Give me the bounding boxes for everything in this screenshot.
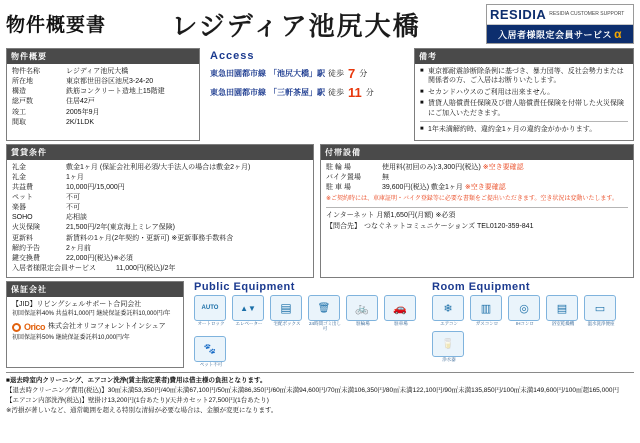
remarks-title: 備考 [415, 49, 633, 64]
elevator-icon [232, 295, 264, 321]
guarantee-title: 保証会社 [7, 282, 183, 297]
equipment-item [470, 295, 504, 327]
lease-key: 楽器 [12, 204, 26, 212]
facility-value: 39,600円(税込) 敷金1ヶ月 [382, 183, 463, 191]
lease-key: 更新料 [12, 234, 33, 242]
lease-row [12, 264, 308, 274]
facility-key: バイク置場 [326, 173, 361, 181]
overview-value: 2K/1LDK [66, 118, 95, 126]
gas-stove-glyph: ▥ [480, 302, 492, 315]
lease-key: SOHO [12, 214, 33, 222]
access-line [210, 85, 406, 100]
lease-body [7, 160, 313, 278]
bicycle-glyph: 🚲 [355, 302, 369, 315]
guarantee-item [12, 300, 178, 319]
orico-logo-text: Orico [24, 322, 46, 332]
lease-key: 共益費 [12, 183, 33, 191]
access-title: Access [210, 50, 255, 62]
overview-key: 竣工 [12, 108, 26, 116]
equipment-caption: エレベーター [235, 321, 263, 327]
list-item: ■ セカンドハウスのご利用は出来ません。 [420, 88, 628, 97]
overview-row [12, 108, 194, 118]
overview-title: 物件概要 [7, 49, 199, 64]
lease-value: 11,000円(税込)/2年 [116, 265, 176, 273]
lease-key: 鍵交換費 [12, 254, 40, 262]
water-purifier-glyph: 🥛 [441, 338, 455, 350]
facility-row [326, 163, 628, 173]
overview-key: 構造 [12, 88, 26, 96]
public-equipment-title: Public Equipment [194, 281, 295, 294]
washlet-glyph: ▭ [594, 302, 606, 315]
lease-key: 入居者様限定会員サービス [12, 265, 96, 273]
access-section [206, 48, 408, 141]
overview-value: 東京都世田谷区池尻3-24-20 [66, 78, 154, 86]
access-line-name: 東急田園都市線 [210, 69, 266, 78]
bath-dryer-icon [546, 295, 578, 321]
guarantee-company-detail: 初回保証料50% 継続保証委託料10,000円/年 [12, 335, 130, 342]
lease-title: 賃貸条件 [7, 145, 313, 160]
access-station-name: 「三軒茶屋」駅 [269, 88, 325, 97]
lease-key: 礼金 [12, 173, 26, 181]
bath-dryer-glyph: ▤ [556, 302, 568, 315]
equipment-item [384, 295, 418, 332]
delivery-box-icon [270, 295, 302, 321]
remarks-list [420, 67, 628, 118]
orico-logo-icon [12, 323, 21, 332]
lease-row-deposit [12, 163, 308, 173]
alpha-icon: α [614, 27, 622, 41]
equipment-item [194, 336, 228, 368]
remarks-body [415, 64, 633, 140]
lease-row [12, 203, 308, 213]
overview-key: 間取 [12, 118, 26, 126]
facility-row [326, 173, 628, 183]
access-line-name: 東急田園都市線 [210, 88, 266, 97]
access-mode: 徒歩 [328, 88, 344, 97]
room-equipment-section [432, 281, 634, 368]
overview-row [12, 97, 194, 107]
bicycle-parking-icon [346, 295, 378, 321]
equipment-item [508, 295, 542, 327]
facility-caution: ※ご契約時には、車庫証明・バイク登録等に必要な書類をご提出いただきます。空き状況は変動いたします。 [326, 196, 618, 203]
gas-stove-icon [470, 295, 502, 321]
lease-row [12, 254, 308, 264]
document-header [6, 4, 634, 48]
overview-value: 住居42戸 [66, 98, 95, 106]
equipment-caption: 浄水器 [442, 357, 456, 363]
auto-lock-glyph: AUTO [201, 305, 219, 312]
overview-row [12, 67, 194, 77]
list-item: ■ 1年未満解約時、違約金1ヶ月の違約金がかかります。 [420, 125, 628, 134]
facility-note: ※空き要確認 [464, 183, 506, 191]
trash-room-icon [308, 295, 340, 321]
facility-value: 無 [382, 173, 389, 181]
facility-body [321, 160, 633, 235]
access-minutes-unit: 分 [359, 69, 368, 78]
car-glyph: 🚗 [393, 302, 407, 315]
equipment-item [232, 295, 266, 332]
elevator-glyph: ▲▼ [240, 303, 256, 313]
facility-panel [320, 144, 634, 279]
lease-value: 21,500円/2年(東京海上ミレア保険) [66, 224, 175, 232]
overview-row [12, 87, 194, 97]
air-conditioner-icon [432, 295, 464, 321]
overview-value: レジディア池尻大橋 [66, 68, 129, 75]
ih-glyph: ◎ [519, 302, 529, 315]
delivery-box-glyph: ▤ [280, 301, 292, 316]
bottom-notes-headline: ■退去時室内クリーニング、エアコン洗浄(賃主指定業者)費用は借主様の負担となります。 [6, 376, 267, 384]
middle-section-row [6, 144, 634, 279]
list-item: ■ 東京都耐震診断除条例に基づき、暴力団等、反社会勢力または関係者の方、ご入居はお断りいたします。 [420, 67, 628, 86]
equipment-caption: 駐輪場 [356, 321, 370, 327]
overview-key: 物件名称 [12, 68, 40, 75]
guarantee-company-name: 【JID】リビングシェルサポート合同会社 [12, 301, 142, 309]
equipment-item [308, 295, 342, 332]
pet-icon [194, 336, 226, 362]
residia-member-service-label: 入居者様限定会員サービス [498, 29, 613, 40]
equipment-item [432, 295, 466, 327]
page-title: 物件概要書 [6, 15, 107, 36]
contact-value: つなぐネットコミュニケーションズ TEL0120-359-841 [364, 222, 534, 230]
overview-value: 鉄筋コンクリート造地上15階建 [66, 88, 165, 96]
facility-key: 駐 車 場 [326, 183, 351, 191]
remarks-footnote-list [420, 125, 628, 134]
equipment-caption: 温水洗浄便座 [587, 321, 615, 327]
lease-value: 2ヶ月前 [66, 244, 91, 252]
lease-key: ペット [12, 194, 33, 202]
equipment-caption: IHコンロ [516, 321, 534, 327]
residia-brand-subtitle: RESIDIA CUSTOMER SUPPORT [549, 11, 625, 18]
lease-value: 22,000円(税込)※必須 [66, 254, 133, 262]
water-purifier-icon [432, 331, 464, 357]
facility-divider [326, 207, 628, 208]
equipment-caption: ガスコンロ [475, 321, 499, 327]
equipment-item [194, 295, 228, 332]
lease-row [12, 223, 308, 233]
equipment-caption: エアコン [440, 321, 458, 327]
washlet-icon [584, 295, 616, 321]
equipment-item [432, 331, 466, 363]
equipment-caption: 24時間ゴミ出し可 [308, 321, 341, 332]
facility-contact-row [326, 222, 628, 232]
lease-row [12, 234, 308, 244]
lease-row [12, 244, 308, 254]
internet-row: インターネット 月額1,650円(月額) ※必須 [326, 211, 456, 219]
facility-note: ※空き要確認 [482, 163, 524, 171]
auto-lock-icon [194, 295, 226, 321]
bottom-notes-line: 【エアコン内部洗浄(税込)】壁掛け13,200円(1台あたり)/天井カセット27,500円(1台あたり) [6, 397, 269, 405]
lease-value: 不可 [66, 194, 80, 202]
lease-value: 敷金1ヶ月 (保証会社利用必須/大手法人の場合は敷金2ヶ月) [66, 163, 251, 171]
public-equipment-section [190, 281, 426, 368]
equipment-caption: 浴室乾燥機 [551, 321, 575, 327]
bottom-notes-line: ※汚損が著しいなど、通常範囲を超える特別な清掃が必要な場合は、金額が変更になります。 [6, 407, 278, 415]
room-equipment-title: Room Equipment [432, 281, 531, 294]
trash-room-glyph: 🗑 [317, 302, 331, 314]
access-mode: 徒歩 [328, 69, 344, 78]
lease-value: 1ヶ月 [66, 173, 84, 181]
lease-row [12, 183, 308, 193]
access-minutes-unit: 分 [365, 88, 374, 97]
air-conditioner-glyph: ❄ [443, 302, 453, 315]
equipment-caption: オートロック [197, 321, 225, 327]
lease-panel [6, 144, 314, 279]
access-minutes: 7 [348, 66, 356, 81]
equipment-item [270, 295, 304, 332]
lease-value: 応相談 [66, 214, 87, 222]
overview-value: 2005年9月 [66, 108, 100, 116]
guarantee-body [7, 297, 183, 346]
guarantee-company-detail: 初回保証料40% 共益料1,000円 継続保証委託料10,000円/年 [12, 311, 171, 318]
lease-key: 火災保険 [12, 224, 40, 232]
overview-row [12, 77, 194, 87]
car-parking-icon [384, 295, 416, 321]
residia-member-service-banner [487, 25, 633, 43]
equipment-caption: 駐車場 [394, 321, 408, 327]
guarantee-company-name: 株式会社オリコフォレントインシュア [48, 323, 166, 331]
pet-glyph: 🐾 [203, 343, 217, 355]
facility-title: 付帯設備 [321, 145, 633, 160]
access-line [210, 66, 406, 81]
guarantee-item [12, 321, 178, 334]
list-item: ■ 賃貸人賠償責任保険及び借人賠償責任保険を付帯した火災保険にご加入いただきます。 [420, 99, 628, 118]
residia-brand-box [486, 4, 634, 44]
access-minutes: 11 [348, 85, 362, 100]
lease-value: 不可 [66, 204, 80, 212]
facility-key: 駐 輪 場 [326, 163, 351, 171]
building-name: レジディア池尻大橋 [171, 12, 421, 42]
lease-key: 礼金 [12, 163, 26, 171]
bottom-notes-line: 【退去時クリーニング費用(税込)】30㎡未満53,350円/40㎡未満67,100円/50㎡未満86,350円/60㎡未満94,600円/70㎡未満106,350円/80㎡未満122,100円/90㎡未満135,850円/100㎡未満149,600円/100㎡超165,000円 [6, 387, 619, 395]
remarks-panel [414, 48, 634, 141]
residia-brand-top [487, 5, 633, 25]
facility-row [326, 183, 628, 193]
equipment-item [546, 295, 580, 327]
lease-row [12, 193, 308, 203]
residia-logo: RESIDIA [490, 7, 547, 22]
overview-row [12, 118, 194, 128]
ih-cooking-icon [508, 295, 540, 321]
overview-panel [6, 48, 200, 141]
lease-value: 10,000円/15,000円 [66, 183, 125, 191]
overview-key: 総戸数 [12, 98, 33, 106]
equipment-item [346, 295, 380, 332]
equipment-caption: 宅配ボックス [273, 321, 301, 327]
guarantee-panel [6, 281, 184, 368]
public-equipment-icons [194, 295, 426, 368]
bottom-notes [6, 372, 634, 416]
overview-key: 所在地 [12, 78, 33, 86]
equipment-item [584, 295, 618, 327]
lease-value: 新賃料の1ヶ月(2年契約・更新可) ※更新事務手数料含 [66, 234, 234, 242]
remarks-divider [420, 121, 628, 122]
overview-body [7, 64, 199, 131]
lease-row [12, 173, 308, 183]
equipment-caption: ペット不可 [199, 362, 223, 368]
access-station-name: 「池尻大橋」駅 [269, 69, 325, 78]
lease-key: 解約予告 [12, 244, 40, 252]
facility-value: 使用料(初回のみ):3,300円(税込) [382, 163, 481, 171]
contact-label: 【問合先】 [326, 222, 361, 230]
top-section-row [6, 48, 634, 141]
lease-row [12, 213, 308, 223]
bottom-section-row [6, 281, 634, 368]
room-equipment-icons [432, 295, 634, 363]
